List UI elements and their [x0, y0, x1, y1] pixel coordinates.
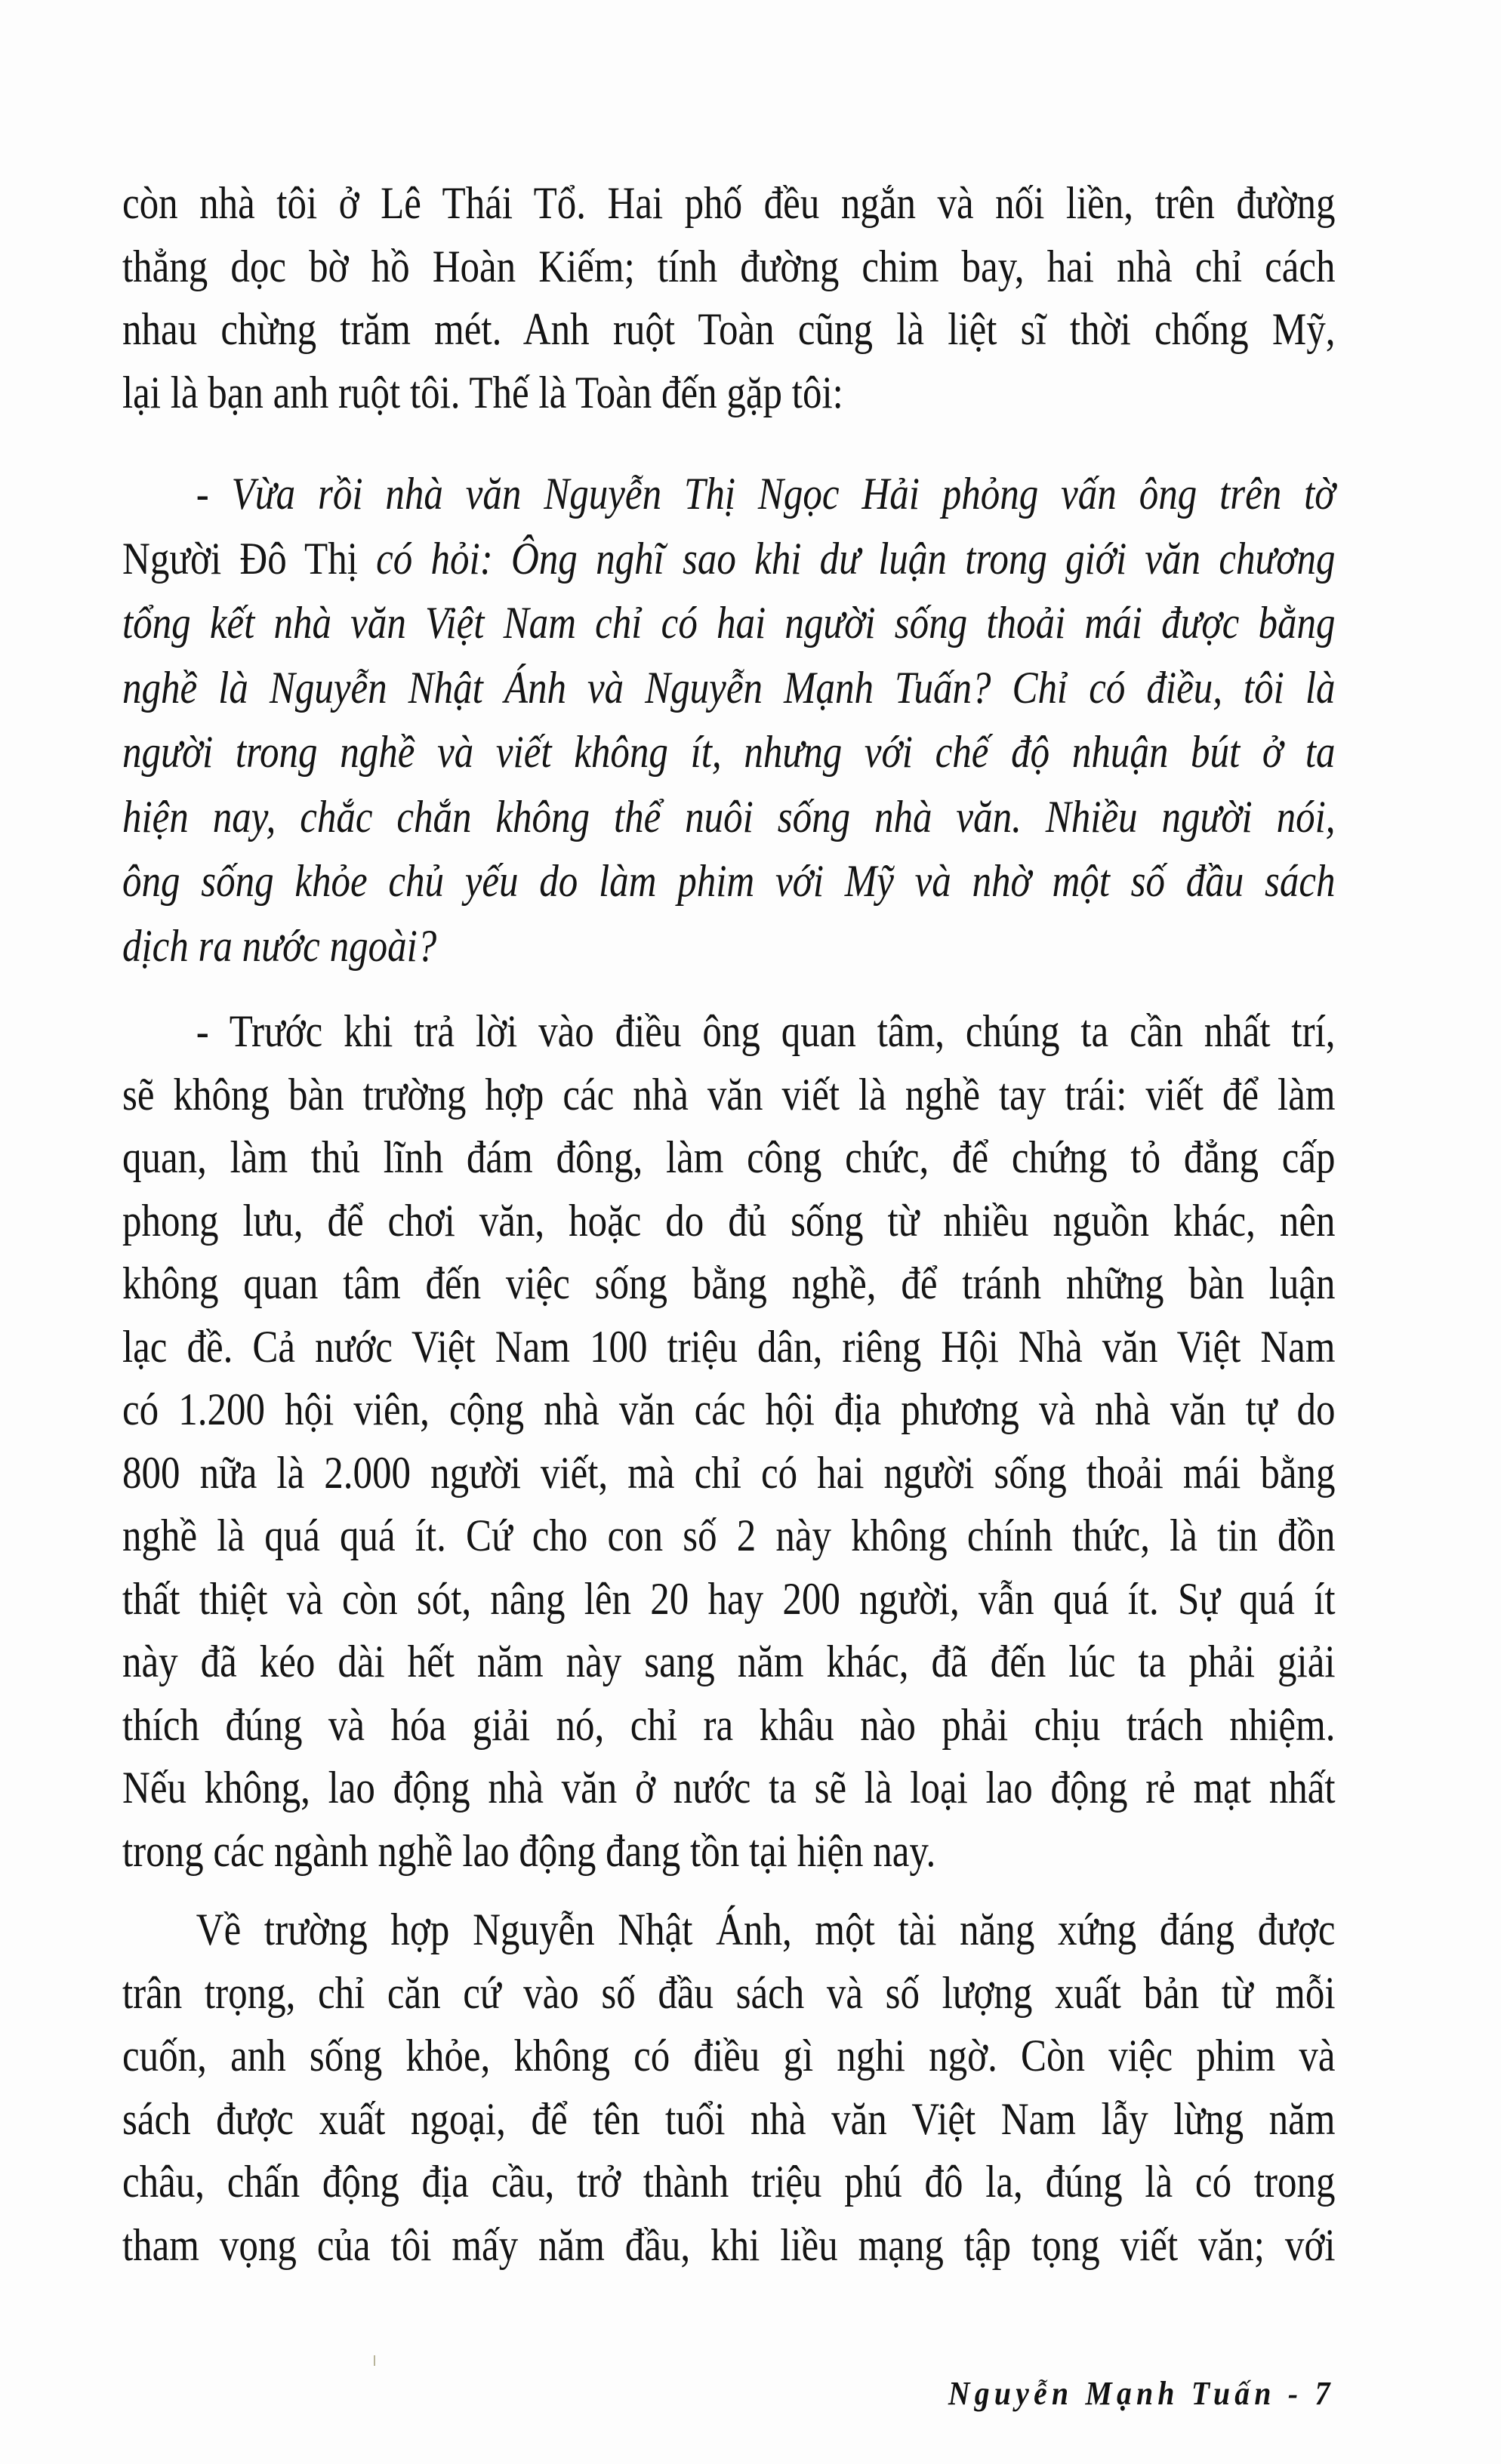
text-line — [122, 1899, 1336, 1962]
text-line — [122, 1190, 1336, 1253]
text-run: có 1.200 hội viên, cộng nhà văn các hội địa phương và nhà văn tự do — [122, 1384, 1336, 1434]
text-line — [122, 1442, 1336, 1505]
text-line — [122, 914, 1336, 979]
text-line — [122, 2088, 1336, 2151]
italic-text: hiện nay, chắc chắn không thể nuôi sống nhà văn. Nhiều người nói, — [122, 791, 1336, 842]
text-line — [122, 1252, 1336, 1316]
text-run: châu, chấn động địa cầu, trở thành triệu phú đô la, đúng là có trong — [122, 2157, 1336, 2207]
text-run: tham vọng của tôi mấy năm đầu, khi liều mạng tập tọng viết văn; với — [122, 2219, 1336, 2270]
text-line — [122, 1694, 1336, 1757]
text-line — [122, 785, 1336, 850]
italic-text: nghề là Nguyễn Nhật Ánh và Nguyễn Mạnh Tuấn? Chỉ có điều, tôi là — [122, 662, 1336, 713]
text-line — [122, 1126, 1336, 1190]
paragraph-3-answer — [122, 1000, 1335, 1883]
text-run: thất thiệt và còn sót, nâng lên 20 hay 200 người, vẫn quá ít. Sự quá ít — [122, 1573, 1336, 1624]
text-run: nhau chừng trăm mét. Anh ruột Toàn cũng là liệt sĩ thời chống Mỹ, — [122, 304, 1336, 354]
text-line — [122, 1000, 1336, 1064]
text-run: quan, làm thủ lĩnh đám đông, làm công chức, để chứng tỏ đẳng cấp — [122, 1132, 1336, 1182]
text-run: không quan tâm đến việc sống bằng nghề, để tránh những bàn luận — [122, 1258, 1336, 1308]
text-run: sẽ không bàn trường hợp các nhà văn viết là nghề tay trái: viết để làm — [122, 1069, 1336, 1120]
italic-text: ông sống khỏe chủ yếu do làm phim với Mỹ và nhờ một số đầu sách — [122, 856, 1336, 906]
text-run: Về trường hợp Nguyễn Nhật Ánh, một tài năng xứng đáng được — [196, 1905, 1336, 1954]
text-line — [122, 2025, 1336, 2088]
text-run: Nếu không, lao động nhà văn ở nước ta sẽ là loại lao động rẻ mạt nhất — [122, 1763, 1336, 1813]
text-line — [122, 1631, 1336, 1694]
text-run: trân trọng, chỉ căn cứ vào số đầu sách và số lượng xuất bản từ mỗi — [122, 1967, 1336, 2018]
italic-text: người trong nghề và viết không ít, nhưng với chế độ nhuận bút ở ta — [122, 727, 1336, 777]
text-run: lại là bạn anh ruột tôi. Thế là Toàn đến gặp tôi: — [122, 367, 843, 417]
text-line — [122, 298, 1336, 362]
text-run: sách được xuất ngoại, để tên tuổi nhà văn Việt Nam lẫy lừng năm — [122, 2093, 1336, 2144]
text-line — [122, 1568, 1336, 1631]
text-line — [122, 1064, 1336, 1127]
text-run: 800 nữa là 2.000 người viết, mà chỉ có hai người sống thoải mái bằng — [122, 1447, 1336, 1498]
text-run: thẳng dọc bờ hồ Hoàn Kiếm; tính đường chim bay, hai nhà chỉ cách — [122, 241, 1336, 291]
text-line — [122, 362, 1336, 425]
text-line — [122, 527, 1336, 592]
paragraph-4 — [122, 1899, 1335, 2277]
paragraph-2-question — [122, 462, 1335, 978]
text-line — [122, 1505, 1336, 1568]
text-line — [122, 720, 1336, 785]
text-line — [122, 1962, 1336, 2025]
text-run: phong lưu, để chơi văn, hoặc do đủ sống từ nhiều nguồn khác, nên — [122, 1195, 1336, 1246]
text-line — [122, 849, 1336, 914]
text-line — [122, 1316, 1336, 1379]
text-line — [122, 591, 1336, 656]
running-footer: Nguyễn Mạnh Tuấn - 7 — [948, 2375, 1335, 2412]
text-line — [122, 1378, 1336, 1442]
text-run: cuốn, anh sống khỏe, không có điều gì nghi ngờ. Còn việc phim và — [122, 2031, 1336, 2081]
italic-text: tổng kết nhà văn Việt Nam chỉ có hai người sống thoải mái được bằng — [122, 598, 1336, 648]
text-run: - — [196, 469, 232, 519]
text-run: này đã kéo dài hết năm này sang năm khác, đã đến lúc ta phải giải — [122, 1637, 1336, 1686]
italic-text: có hỏi: Ông nghĩ sao khi dư luận trong giới văn chương — [357, 533, 1336, 584]
text-line — [122, 1757, 1336, 1820]
text-line — [122, 462, 1336, 527]
text-run: còn nhà tôi ở Lê Thái Tổ. Hai phố đều ngắn và nối liền, trên đường — [122, 178, 1336, 228]
text-run: Người Đô Thị — [122, 533, 358, 584]
paragraph-1 — [122, 172, 1335, 424]
text-run: nghề là quá quá ít. Cứ cho con số 2 này không chính thức, là tin đồn — [122, 1511, 1336, 1560]
text-line — [122, 2151, 1336, 2214]
scan-speck — [374, 2355, 375, 2366]
text-run: thích đúng và hóa giải nó, chỉ ra khâu nào phải chịu trách nhiệm. — [122, 1699, 1336, 1750]
text-line — [122, 2214, 1336, 2278]
text-line — [122, 1820, 1336, 1883]
text-run: - Trước khi trả lời vào điều ông quan tâm, chúng ta cần nhất trí, — [196, 1006, 1336, 1056]
text-run: lạc đề. Cả nước Việt Nam 100 triệu dân, riêng Hội Nhà văn Việt Nam — [122, 1321, 1336, 1372]
italic-text: Vừa rồi nhà văn Nguyễn Thị Ngọc Hải phỏng vấn ông trên tờ — [231, 469, 1336, 519]
text-line — [122, 172, 1336, 236]
italic-text: dịch ra nước ngoài? — [122, 920, 437, 971]
text-line — [122, 236, 1336, 299]
text-run: trong các ngành nghề lao động đang tồn tại hiện nay. — [122, 1825, 936, 1876]
text-line — [122, 656, 1336, 721]
